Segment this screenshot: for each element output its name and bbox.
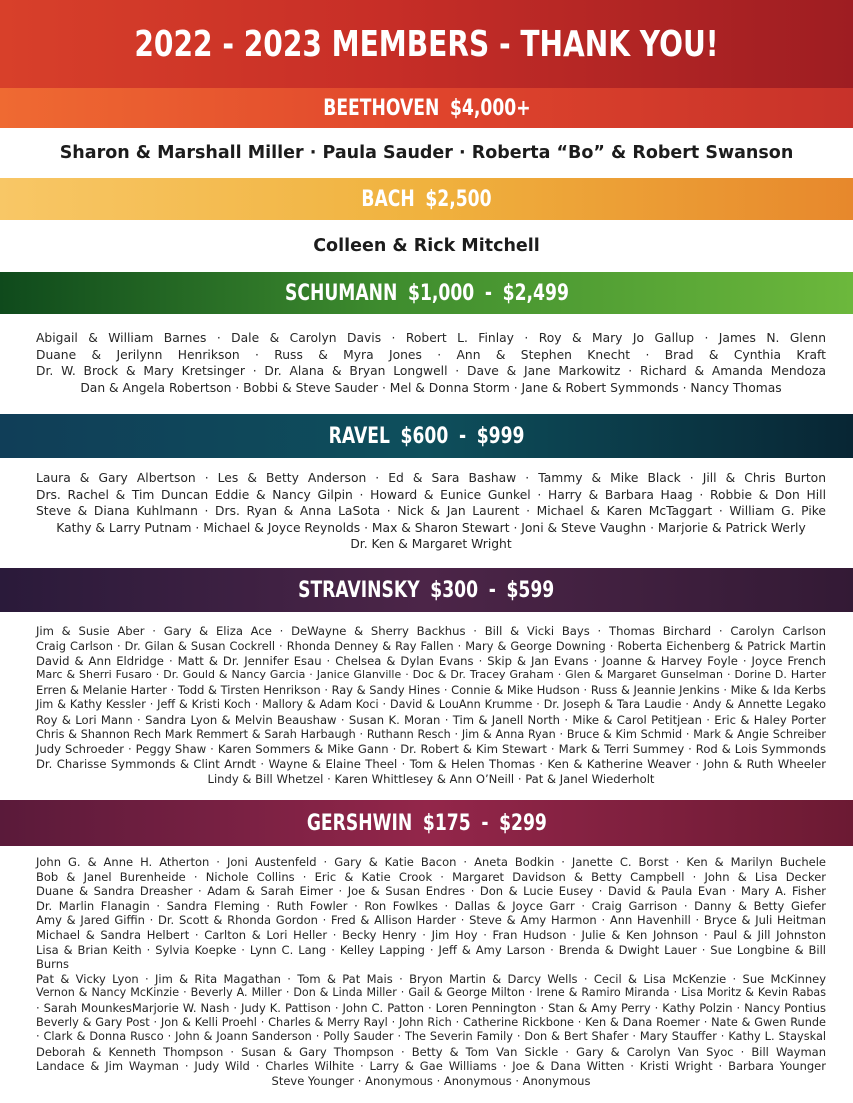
gershwin-names — [36, 855, 826, 1089]
list-item: Roy & Lori Mann · Sandra Lyon & Melvin Beaushaw · Susan K. Moran · Tim & Janell North · Mike & Carol Petitjean · Eric & Haley Porter — [36, 712, 826, 727]
list-item: David & Ann Eldridge · Matt & Dr. Jennifer Esau · Chelsea & Dylan Evans · Skip & Jan Evans · Joanne & Harvey Foyle · Joyce French — [36, 653, 826, 668]
list-item: · Sarah MounkesMarjorie W. Nash · Judy K. Pattison · John C. Patton · Loren Pennington · Stan & Amy Perry · Kathy Polzin · Nancy Pontius — [36, 1000, 826, 1015]
schumann-names — [36, 330, 826, 396]
list-item: Marc & Sherri Fusaro · Dr. Gould & Nancy Garcia · Janice Glanville · Doc & Dr. Tracey Graham · Glen & Margaret Gunselman · Dorine D. Harter — [36, 668, 826, 682]
list-item: Dr. Ken & Margaret Wright — [350, 537, 512, 551]
list-item: Deborah & Kenneth Thompson · Susan & Gary Thompson · Betty & Tom Van Sickle · Gary & Carolyn Van Syoc · Bill Wayman — [36, 1044, 826, 1059]
list-item: Craig Carlson · Dr. Gilan & Susan Cockrell · Rhonda Denney & Ray Fallen · Mary & George Downing · Roberta Eichenberg & Patrick Martin — [36, 638, 826, 653]
ravel-heading: RAVEL $600 - $999 — [328, 423, 525, 449]
list-item: Steve Younger · Anonymous · Anonymous · Anonymous — [271, 1073, 591, 1088]
list-item: Judy Schroeder · Peggy Shaw · Karen Sommers & Mike Gann · Dr. Robert & Kim Stewart · Mark & Terri Summey · Rod & Lois Symmonds — [36, 742, 826, 757]
list-item: Amy & Jared Giffin · Dr. Scott & Rhonda Gordon · Fred & Allison Harder · Steve & Amy Harmon · Ann Havenhill · Bryce & Juli Heitman — [36, 913, 826, 928]
list-item: John G. & Anne H. Atherton · Joni Austenfeld · Gary & Katie Bacon · Aneta Bodkin · Janette C. Borst · Ken & Marilyn Buchele — [36, 855, 826, 869]
list-item: · Clark & Donna Rusco · John & Joann Sanderson · Polly Sauder · The Severin Family · Don & Bert Shafer · Mary Stauffer · Kathy L. Stayskal — [36, 1030, 826, 1044]
list-item: Jim & Susie Aber · Gary & Eliza Ace · DeWayne & Sherry Backhus · Bill & Vicki Bays · Thomas Birchard · Carolyn Carlson — [36, 624, 826, 638]
list-item: Laura & Gary Albertson · Les & Betty Anderson · Ed & Sara Bashaw · Tammy & Mike Black · Jill & Chris Burton — [36, 471, 826, 485]
list-item: Michael & Sandra Helbert · Carlton & Lori Heller · Becky Henry · Jim Hoy · Fran Hudson · Julie & Ken Johnson · Paul & Jill Johnston — [36, 927, 826, 942]
stravinsky-names — [36, 624, 826, 787]
list-item: Dr. Marlin Flanagin · Sandra Fleming · Ruth Fowler · Ron Fowlkes · Dallas & Joyce Garr · Craig Garrison · Danny & Betty Giefer — [36, 898, 826, 913]
stravinsky-heading: STRAVINSKY $300 - $599 — [298, 577, 555, 603]
list-item: Landace & Jim Wayman · Judy Wild · Charles Wilhite · Larry & Gae Williams · Joe & Dana Witten · Kristi Wright · Barbara Younger — [36, 1059, 826, 1074]
list-item: Dr. W. Brock & Mary Kretsinger · Dr. Alana & Bryan Longwell · Dave & Jane Markowitz · Richard & Amanda Mendoza — [36, 364, 826, 378]
list-item: Drs. Rachel & Tim Duncan Eddie & Nancy Gilpin · Howard & Eunice Gunkel · Harry & Barbara Haag · Robbie & Don Hill — [36, 487, 826, 502]
ravel-names — [36, 470, 826, 553]
gershwin-heading: GERSHWIN $175 - $299 — [306, 810, 547, 836]
list-item: Lisa & Brian Keith · Sylvia Koepke · Lynn C. Lang · Kelley Lapping · Jeff & Amy Larson · Brenda & Dwight Lauer · Sue Longbine & Bill Burns — [36, 942, 826, 972]
schumann-heading: SCHUMANN $1,000 - $2,499 — [284, 280, 569, 306]
list-item: Duane & Sandra Dreasher · Adam & Sarah Eimer · Joe & Susan Endres · Don & Lucie Eusey · David & Paula Evan · Mary A. Fisher — [36, 884, 826, 899]
list-item: Pat & Vicky Lyon · Jim & Rita Magathan · Tom & Pat Mais · Bryon Martin & Darcy Wells · Cecil & Lisa McKenzie · Sue McKinney — [36, 971, 826, 986]
list-item: Dan & Angela Robertson · Bobbi & Steve Sauder · Mel & Donna Storm · Jane & Robert Symmonds · Nancy Thomas — [80, 380, 782, 395]
list-item: Dr. Charisse Symmonds & Clint Arndt · Wayne & Elaine Theel · Tom & Helen Thomas · Ken & Katherine Weaver · John & Ruth Wheeler — [36, 757, 826, 772]
list-item: Abigail & William Barnes · Dale & Carolyn Davis · Robert L. Finlay · Roy & Mary Jo Gallup · James N. Glenn — [36, 331, 826, 345]
list-item: Lindy & Bill Whetzel · Karen Whittlesey & Ann O’Neill · Pat & Janel Wiederholt — [207, 771, 655, 786]
beethoven-heading: BEETHOVEN $4,000+ — [322, 95, 531, 121]
ravel-band — [0, 414, 853, 458]
page-title: 2022 - 2023 MEMBERS - THANK YOU! — [134, 23, 719, 65]
bach-heading: BACH $2,500 — [361, 186, 492, 212]
list-item: Erren & Melanie Harter · Todd & Tirsten Henrikson · Ray & Sandy Hines · Connie & Mike Hudson · Russ & Jeannie Jenkins · Mike & Ida Kerbs — [36, 683, 826, 698]
bach-band — [0, 178, 853, 220]
list-item: Steve & Diana Kuhlmann · Drs. Ryan & Anna LaSota · Nick & Jan Laurent · Michael & Karen McTaggart · William G. Pike — [36, 504, 826, 518]
schumann-band — [0, 272, 853, 314]
list-item: Vernon & Nancy McKinzie · Beverly A. Miller · Don & Linda Miller · Gail & George Milton · Irene & Ramiro Miranda · Lisa Moritz & Kevin Rabas — [36, 986, 826, 1000]
list-item: Duane & Jerilynn Henrikson · Russ & Myra Jones · Ann & Stephen Knecht · Brad & Cynthia Kraft — [36, 347, 826, 362]
stravinsky-band — [0, 568, 853, 612]
beethoven-names: Sharon & Marshall Miller · Paula Sauder · Roberta “Bo” & Robert Swanson — [59, 143, 794, 163]
gershwin-band — [0, 800, 853, 846]
list-item: Jim & Kathy Kessler · Jeff & Kristi Koch · Mallory & Adam Koci · David & LouAnn Krumme · Dr. Joseph & Tara Laudie · Andy & Annette Legako — [36, 697, 826, 711]
list-item: Beverly & Gary Post · Jon & Kelli Proehl · Charles & Merry Rayl · John Rich · Catherine Rickbone · Ken & Dana Roemer · Nate & Gwen Runde — [36, 1015, 826, 1029]
bach-names: Colleen & Rick Mitchell — [313, 236, 540, 256]
list-item: Chris & Shannon Rech Mark Remmert & Sarah Harbaugh · Ruthann Resch · Jim & Anna Ryan · Bruce & Kim Schmid · Mark & Angie Schreiber — [36, 727, 826, 741]
title-banner — [0, 0, 853, 88]
list-item: Bob & Janel Burenheide · Nichole Collins · Eric & Katie Crook · Margaret Davidson & Betty Campbell · John & Lisa Decker — [36, 869, 826, 884]
beethoven-band — [0, 88, 853, 128]
list-item: Kathy & Larry Putnam · Michael & Joyce Reynolds · Max & Sharon Stewart · Joni & Steve Vaughn · Marjorie & Patrick Werly — [56, 520, 806, 535]
